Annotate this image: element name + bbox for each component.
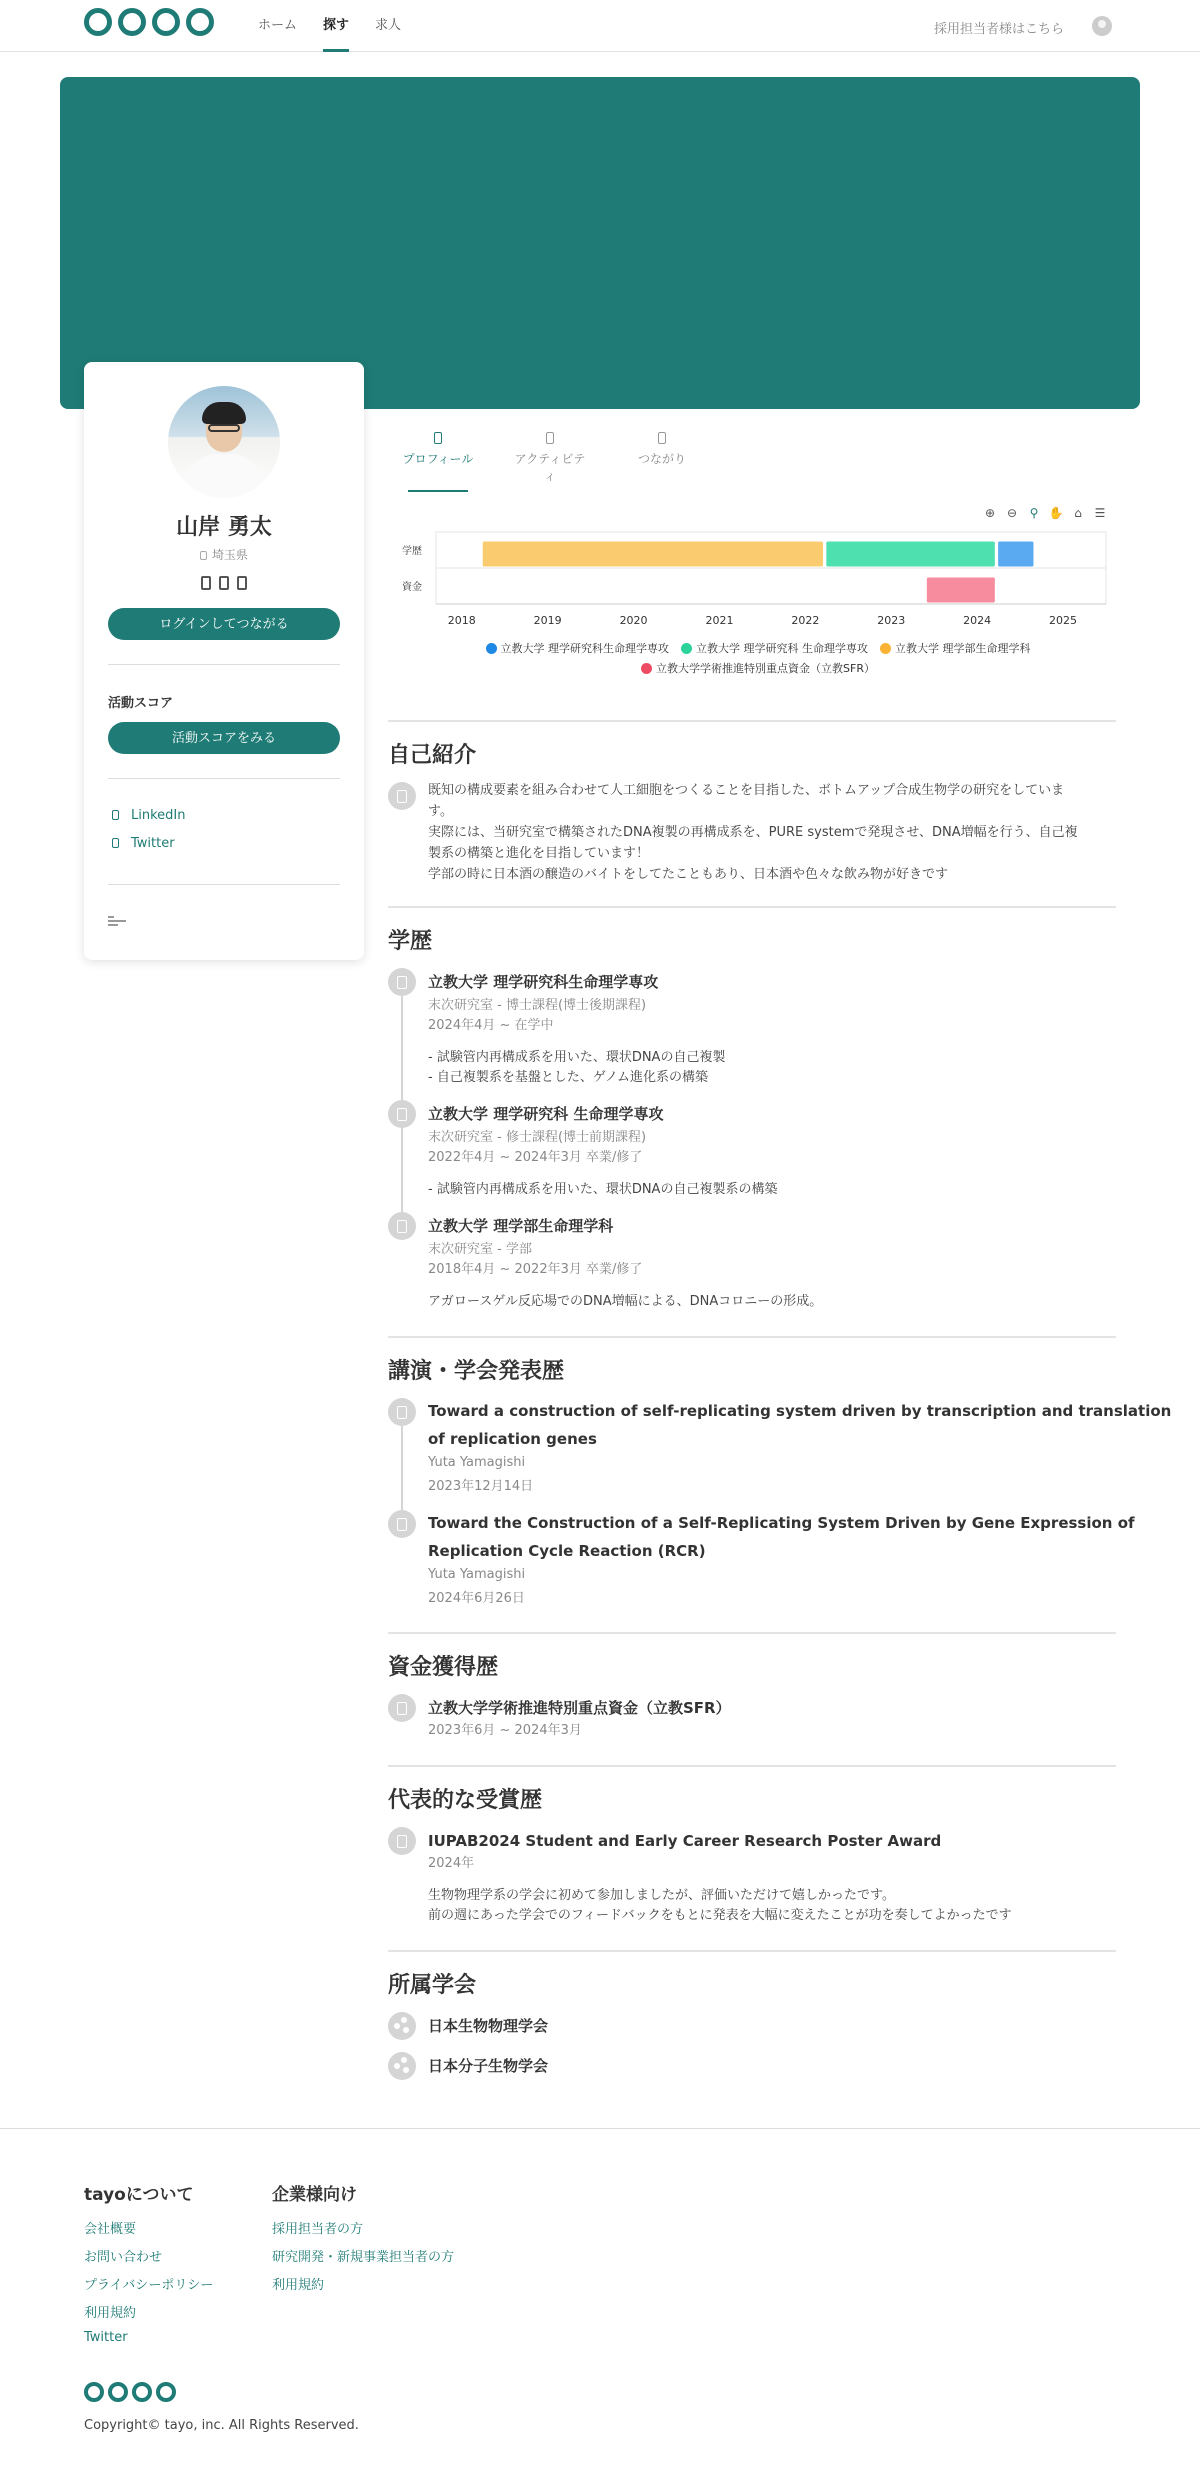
zoom-out-icon[interactable]: ⊖ [1006,506,1018,520]
timeline-bar [827,542,995,566]
x-tick-label: 2018 [447,614,476,627]
footer-link-terms-business[interactable]: 利用規約 [272,2278,325,2293]
zoom-in-icon[interactable]: ⊕ [984,506,996,520]
zoom-selection-icon[interactable]: ⚲ [1029,506,1039,520]
affiliation-logo [108,916,126,928]
award-name: IUPAB2024 Student and Early Career Research Poster Award [428,1832,942,1850]
school-icon [388,1100,416,1128]
talk-title-line: Toward the Construction of a Self-Replicating System Driven by Gene Expression of [428,1514,1135,1532]
legend-item[interactable] [641,660,875,676]
activity-score-button[interactable]: 活動スコアをみる [108,722,340,754]
societies-title: 所属学会 [388,1973,477,1998]
footer-link-privacy[interactable]: プライバシーポリシー [84,2278,214,2293]
reset-home-icon[interactable]: ⌂ [1074,506,1082,520]
talk-title [428,1509,1135,1565]
education-school: 立教大学 理学部生命理学科 [428,1217,614,1235]
education-period: 2024年4月 ~ 在学中 [428,1018,554,1033]
talk-title [428,1397,1171,1453]
footer-link-contact[interactable]: お問い合わせ [84,2250,163,2265]
nav-jobs[interactable]: 求人 [375,18,402,33]
nav-home[interactable]: ホーム [258,18,298,33]
legend-swatch [880,643,891,654]
location-pin-icon [200,551,207,560]
linkedin-label: LinkedIn [131,808,186,823]
talk-title-line: of replication genes [428,1430,597,1448]
x-tick-label: 2021 [705,614,734,627]
talk-date: 2023年12月14日 [428,1479,534,1494]
talks-title: 講演・学会発表歴 [388,1359,565,1384]
award-note: 前の週にあった学会でのフィードバックをもとに発表を大幅に変えたことが功を奏してよかったです [428,1908,1012,1923]
talk-date: 2024年6月26日 [428,1591,525,1606]
education-note: - 試験管内再構成系を用いた、環状DNAの自己複製 [428,1050,726,1065]
section-divider [388,906,1116,908]
linkedin-icon [112,810,119,820]
profile-location [84,546,364,563]
talk-title-line: Toward a construction of self-replicating system driven by transcription and translation [428,1402,1172,1420]
profile-card [84,362,364,960]
profile-social-icons [84,576,364,590]
footer-link-terms[interactable]: 利用規約 [84,2306,137,2321]
menu-icon[interactable]: ☰ [1094,506,1106,520]
legend-swatch [681,643,692,654]
legend-swatch [641,663,652,674]
tab-label: プロフィール [402,452,474,466]
footer-divider [0,2128,1200,2129]
chart-toolbar [982,505,1108,521]
funding-icon [388,1694,416,1722]
funding-name: 立教大学学術推進特別重点資金（立教SFR） [428,1699,731,1717]
main-nav [258,0,401,52]
pan-hand-icon[interactable]: ✋ [1048,506,1064,520]
footer-link-rnd[interactable]: 研究開発・新規事業担当者の方 [272,2250,455,2265]
section-divider [388,1765,1116,1767]
education-note: アガロースゲル反応場でのDNA増幅による、DNAコロニーの形成。 [428,1294,823,1309]
twitter-label: Twitter [131,836,175,851]
intro-line: 製系の構築と進化を目指しています！ [428,846,650,861]
intro-icon [388,782,416,810]
row-label: 学歴 [402,546,422,557]
timeline-chart [400,528,1116,636]
profile-tabs [400,432,700,492]
top-header [0,0,1200,52]
education-period: 2022年4月 ~ 2024年3月 卒業/修了 [428,1150,643,1165]
nav-search[interactable]: 探す [323,0,349,52]
award-year: 2024年 [428,1856,475,1871]
divider [108,778,340,779]
education-lab: 末次研究室 - 博士課程(博士後期課程) [428,998,647,1013]
intro-title: 自己紹介 [388,743,477,768]
row-label: 資金 [402,582,422,593]
tab-connections[interactable] [624,432,700,492]
awards-title: 代表的な受賞歴 [388,1788,543,1813]
recruiter-link[interactable]: 採用担当者様はこちら [933,22,1064,37]
education-note: - 自己複製系を基盤とした、ゲノム進化系の構築 [428,1070,709,1085]
legend-label: 立教大学 理学研究科生命理学専攻 [500,642,669,655]
login-connect-button[interactable]: ログインしてつながる [108,608,340,640]
footer-link-company[interactable]: 会社概要 [84,2222,137,2237]
x-tick-label: 2019 [533,614,562,627]
education-lab: 末次研究室 - 学部 [428,1242,532,1257]
education-lab: 末次研究室 - 修士課程(博士前期課程) [428,1130,647,1145]
award-note: 生物物理学系の学会に初めて参加しましたが、評価いただけて嬉しかったです。 [428,1888,895,1903]
divider [108,664,340,665]
timeline-bar [927,578,994,602]
avatar [168,386,280,498]
legend-item[interactable] [681,640,868,656]
tab-profile[interactable] [400,432,476,492]
copyright: Copyright© tayo, inc. All Rights Reserved. [84,2418,359,2433]
talk-title-line: Replication Cycle Reaction (RCR) [428,1542,706,1560]
legend-label: 立教大学 理学研究科 生命理学専攻 [696,642,868,655]
profile-tab-icon [434,432,442,444]
talk-author: Yuta Yamagishi [428,1455,526,1470]
section-divider [388,1950,1116,1952]
cover-banner [60,77,1140,409]
education-school: 立教大学 理学研究科 生命理学専攻 [428,1105,664,1123]
tab-label: つながり [637,452,686,466]
funding-period: 2023年6月 ~ 2024年3月 [428,1723,582,1738]
intro-line: す。 [428,804,453,819]
talk-icon [388,1510,416,1538]
twitter-icon [112,838,119,848]
footer-tayo-logo[interactable] [84,2382,176,2402]
talk-author: Yuta Yamagishi [428,1567,526,1582]
legend-item[interactable] [880,640,1031,656]
legend-label: 立教大学学術推進特別重点資金（立教SFR） [656,662,875,675]
intro-text [428,780,1078,885]
x-tick-label: 2022 [791,614,820,627]
education-title: 学歴 [388,929,433,954]
tab-label: アクティビティ [514,452,586,483]
chart-legend [400,640,1116,676]
tayo-logo[interactable] [84,8,214,36]
footer-business-title: 企業様向け [272,2185,357,2205]
intro-line: 既知の構成要素を組み合わせて人工細胞をつくることを目指した、ボトムアップ合成生物学の研究をしていま [428,783,1065,798]
award-icon [388,1827,416,1855]
linkedin-link[interactable] [112,808,185,823]
education-timeline-line [401,968,403,1226]
education-note: - 試験管内再構成系を用いた、環状DNAの自己複製系の構築 [428,1182,778,1197]
activity-tab-icon [546,432,554,444]
divider [108,884,340,885]
profile-name: 山岸 勇太 [176,515,272,540]
legend-swatch [486,643,497,654]
funding-title: 資金獲得歴 [388,1655,499,1680]
society-name: 日本分子生物学会 [428,2057,549,2075]
x-tick-label: 2025 [1049,614,1078,627]
location-label: 埼玉県 [211,548,248,562]
tab-activity[interactable] [512,432,588,492]
profile-link-icon[interactable] [237,576,247,590]
education-period: 2018年4月 ~ 2022年3月 卒業/修了 [428,1262,643,1277]
society-icon [388,2052,416,2080]
activity-score-title: 活動スコア [108,696,174,711]
society-name: 日本生物物理学会 [428,2017,549,2035]
profile-link-icon[interactable] [201,576,211,590]
legend-item[interactable] [486,640,670,656]
school-icon [388,968,416,996]
x-tick-label: 2023 [877,614,906,627]
twitter-link[interactable] [112,836,175,851]
connections-tab-icon [658,432,666,444]
school-icon [388,1212,416,1240]
talk-icon [388,1398,416,1426]
user-account-icon[interactable] [1092,16,1112,36]
footer-about-title: tayoについて [84,2185,194,2205]
profile-link-icon[interactable] [219,576,229,590]
footer-link-twitter[interactable]: Twitter [84,2330,128,2345]
section-divider [388,1632,1116,1634]
section-divider [388,720,1116,722]
timeline-bar [999,542,1033,566]
intro-line: 実際には、当研究室で構築されたDNA複製の再構成系を、PURE systemで発現させ、DNA増幅を行う、自己複 [428,825,1078,840]
section-divider [388,1336,1116,1338]
timeline-bar [483,542,822,566]
education-school: 立教大学 理学研究科生命理学専攻 [428,973,659,991]
x-tick-label: 2020 [619,614,648,627]
x-tick-label: 2024 [963,614,992,627]
intro-line: 学部の時に日本酒の醸造のバイトをしてたこともあり、日本酒や色々な飲み物が好きです [428,867,949,882]
footer-link-recruiters[interactable]: 採用担当者の方 [272,2222,364,2237]
society-icon [388,2012,416,2040]
legend-label: 立教大学 理学部生命理学科 [895,642,1031,655]
